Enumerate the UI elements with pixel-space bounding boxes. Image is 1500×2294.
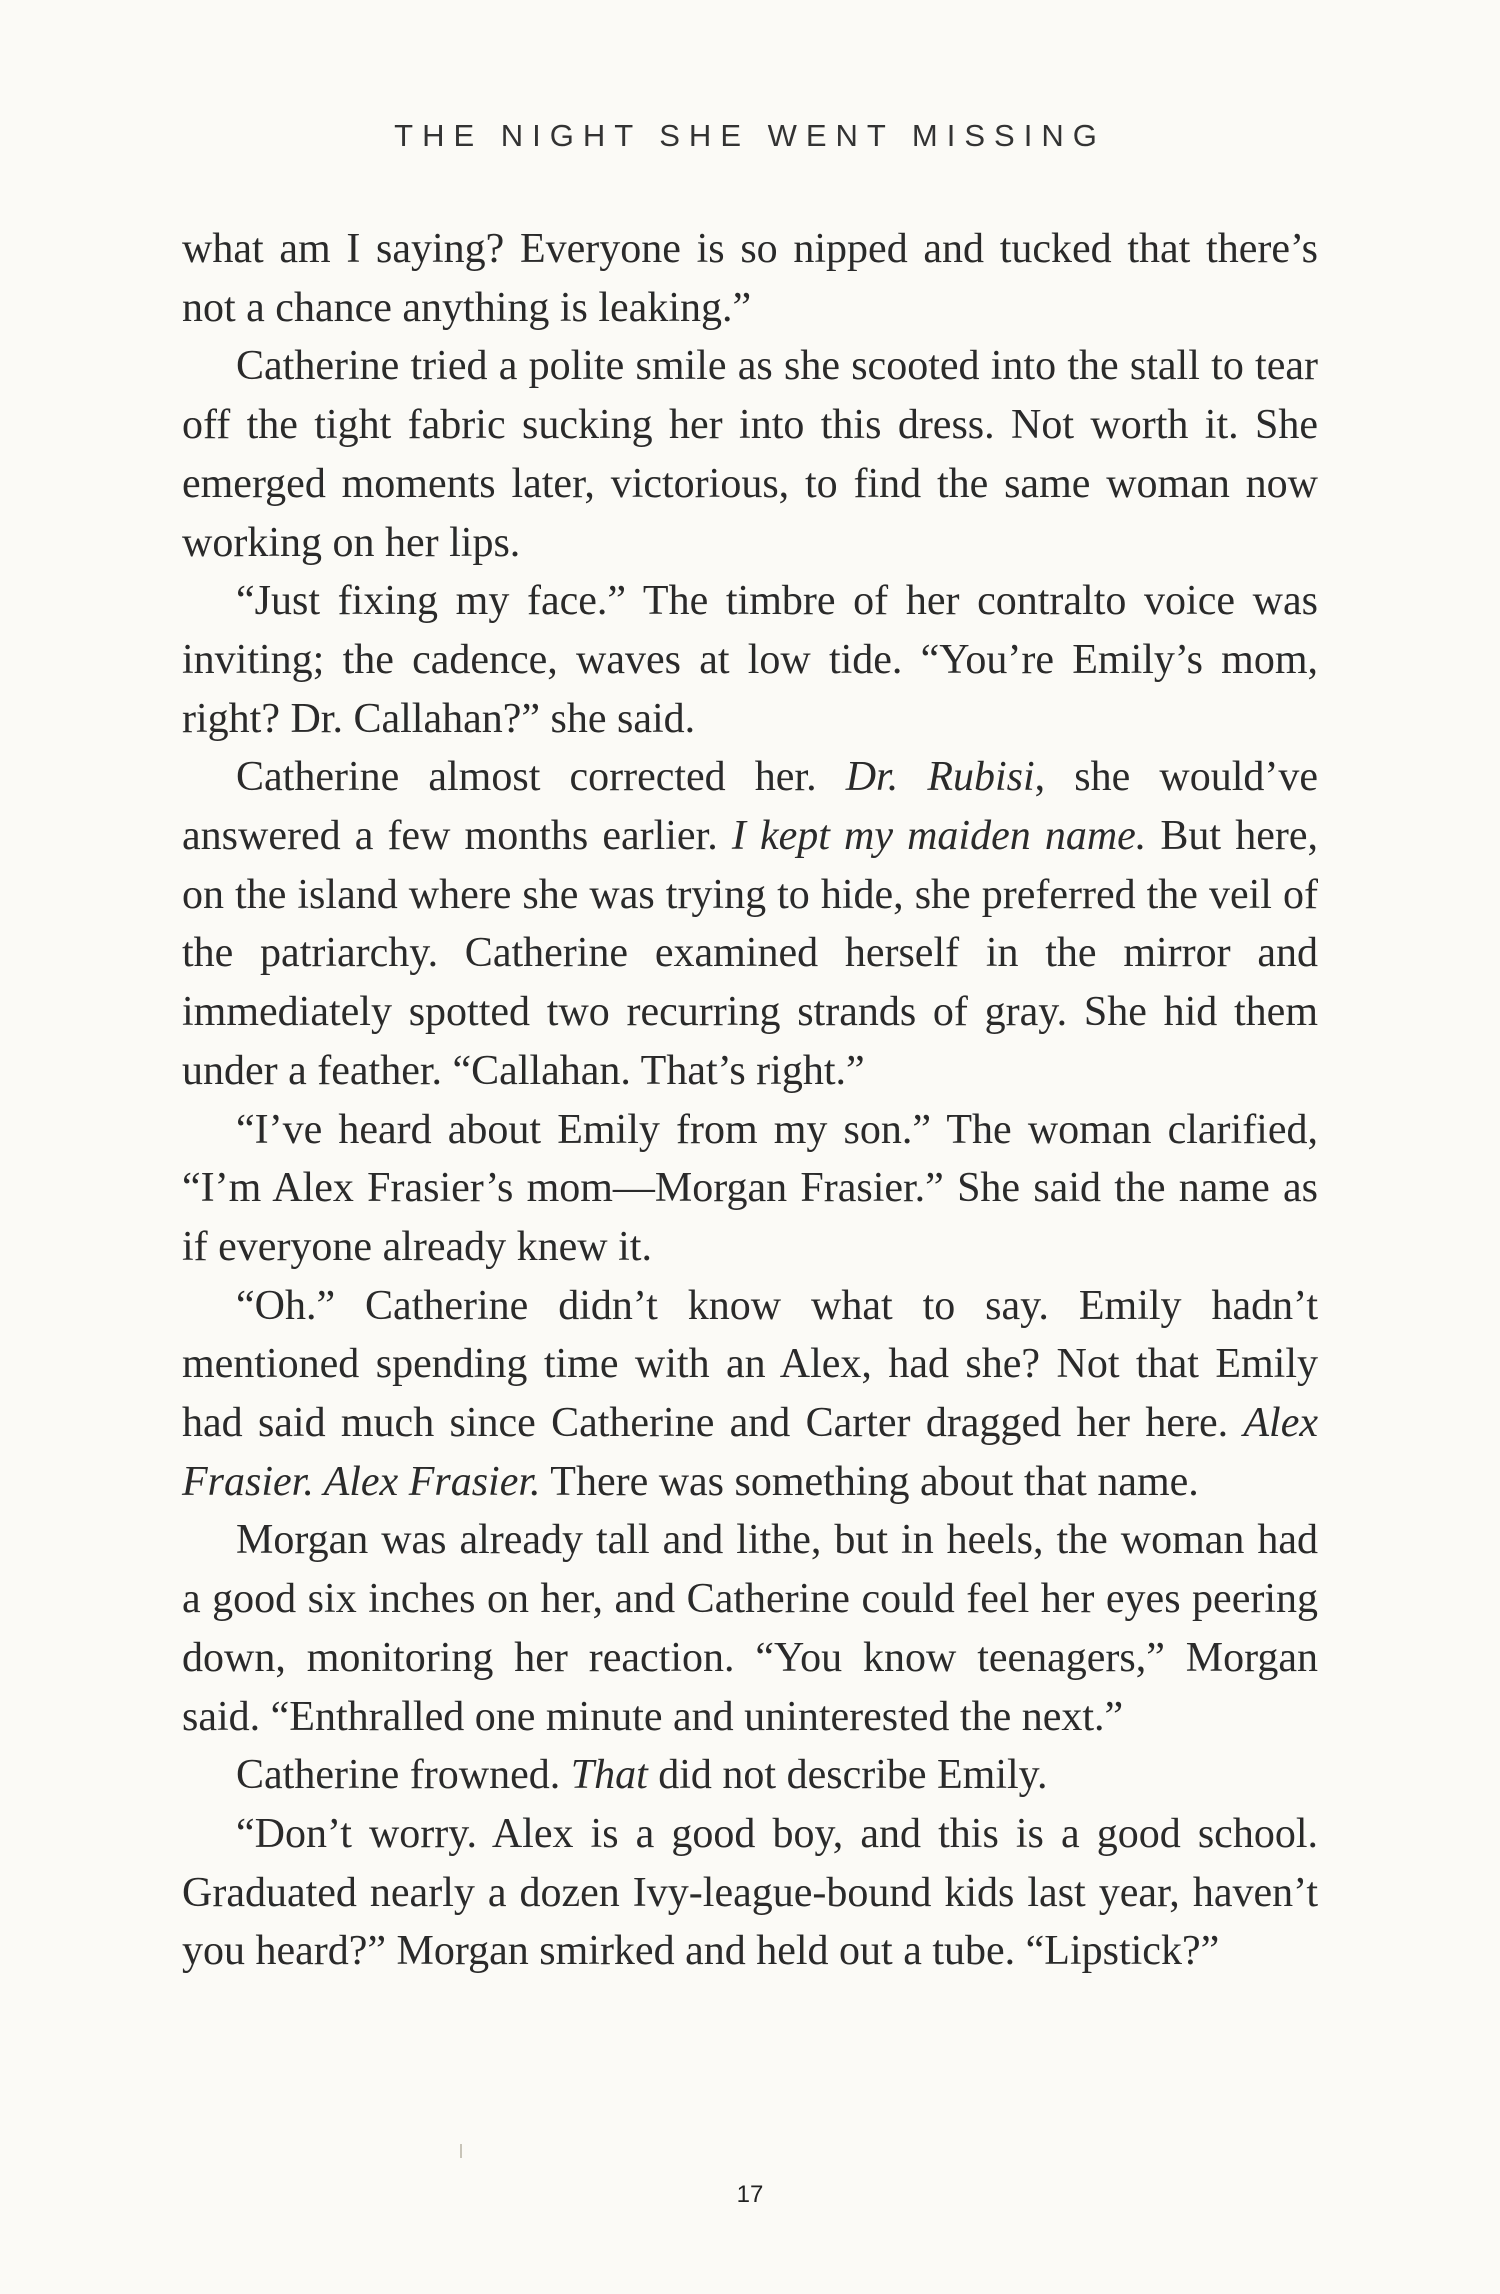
text-run: There was something about that name.	[540, 1458, 1199, 1505]
body-text	[182, 220, 1318, 1981]
margin-mark	[460, 2144, 462, 2158]
running-head: THE NIGHT SHE WENT MISSING	[394, 118, 1106, 153]
italic-text: Alex Frasier. Alex Frasier.	[182, 1400, 1318, 1505]
paragraph	[182, 748, 1318, 1100]
text-run: “Don’t worry. Alex is a good boy, and this is a good school. Graduated nearly a dozen Ivy-league-bound kids last year, haven’t you heard?” Morgan smirked and held out a tube. “Lipstick?”	[182, 1810, 1318, 1975]
text-run: did not describe Emily.	[647, 1752, 1048, 1799]
italic-text: Dr. Rubisi	[845, 754, 1035, 801]
page-number: 17	[736, 2181, 764, 2208]
italic-text: I kept my maiden name.	[731, 813, 1147, 860]
text-run: “I’ve heard about Emily from my son.” The woman clarified, “I’m Alex Frasier’s mom—Morgan Frasier.” She said the name as if everyone already knew it.	[182, 1106, 1318, 1270]
paragraph	[182, 1101, 1318, 1277]
paragraph	[182, 572, 1318, 748]
paragraph	[182, 1746, 1318, 1805]
paragraph	[182, 1277, 1318, 1512]
italic-text: That	[570, 1752, 648, 1799]
paragraph	[182, 220, 1318, 337]
paragraph	[182, 337, 1318, 572]
text-run: “Oh.” Catherine didn’t know what to say. Emily hadn’t mentioned spending time with an Alex, had she? Not that Emily had said much since Catherine and Carter dragged her here.	[182, 1282, 1318, 1447]
text-run: Catherine almost corrected her.	[236, 754, 846, 801]
text-run: Morgan was already tall and lithe, but in heels, the woman had a good six inches on her, and Catherine could feel her eyes peering down, monitoring her reaction. “You know teenagers,” Morgan said. “Enthralled one minute and uninterested the next.”	[182, 1517, 1318, 1740]
text-run: what am I saying? Everyone is so nipped and tucked that there’s not a chance anything is leaking.”	[182, 226, 1318, 331]
text-run: Catherine tried a polite smile as she scooted into the stall to tear off the tight fabric sucking her into this dress. Not worth it. She emerged moments later, victorious, to find the same woman now working on her lips.	[182, 343, 1318, 566]
text-run: Catherine frowned.	[236, 1752, 571, 1799]
paragraph	[182, 1511, 1318, 1746]
text-run: , she would’ve answered a few months earlier.	[182, 754, 1318, 860]
paragraph	[182, 1805, 1318, 1981]
text-run: “Just fixing my face.” The timbre of her contralto voice was inviting; the cadence, waves at low tide. “You’re Emily’s mom, right? Dr. Callahan?” she said.	[182, 578, 1318, 742]
text-run: But here, on the island where she was trying to hide, she preferred the veil of the patriarchy. Catherine examined herself in the mirror and immediately spotted two recurring strands of gray. She hid them under a feather. “Callahan. That’s right.”	[182, 813, 1318, 1094]
